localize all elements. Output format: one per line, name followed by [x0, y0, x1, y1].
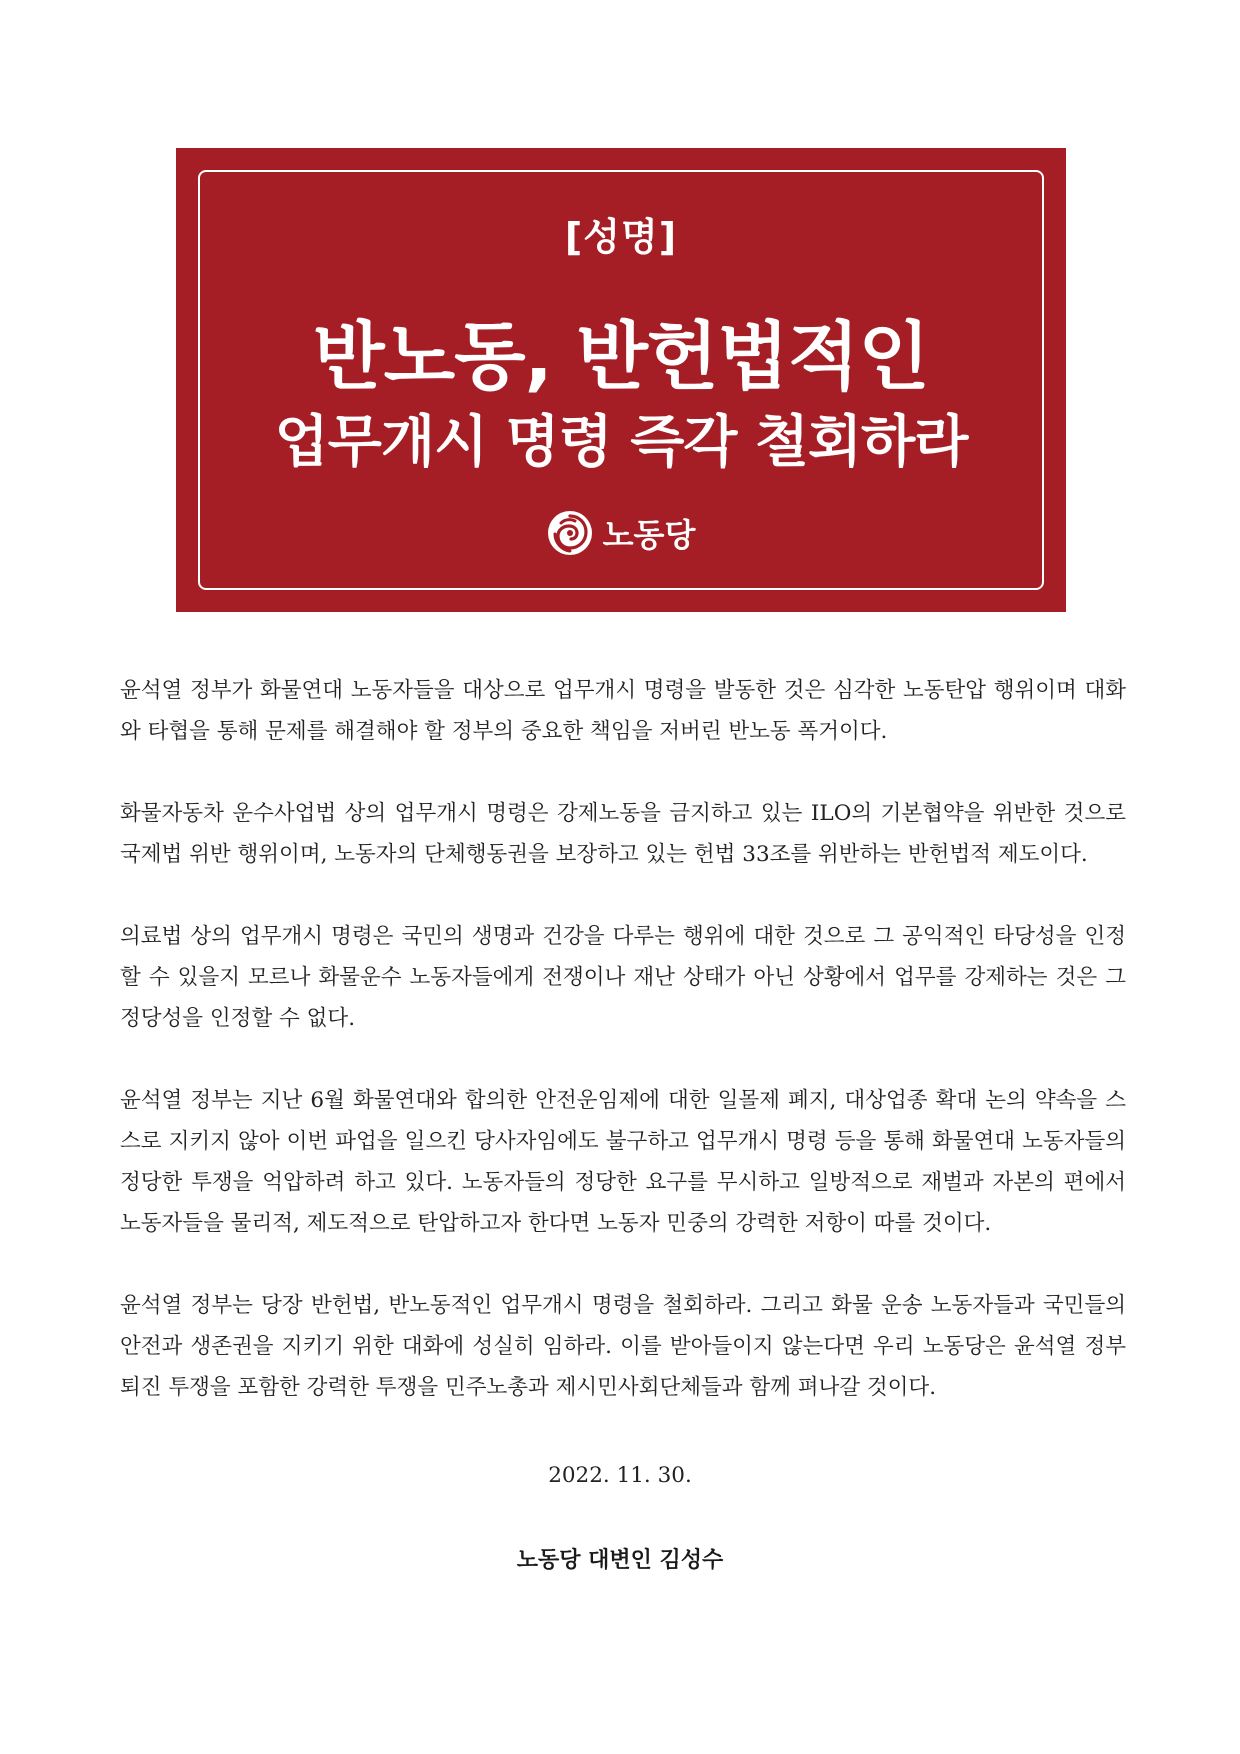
statement-signature: 노동당 대변인 김성수 — [516, 1547, 724, 1573]
body-paragraph-3: 의료법 상의 업무개시 명령은 국민의 생명과 건강을 다루는 행위에 대한 것으로 그 공익적인 타당성을 인정할 수 있을지 모르나 화물운수 노동자들에게 전쟁이나 재난 상태가 아닌 상황에서 업무를 강제하는 것은 그 정당성을 인정할 수 없다. — [120, 924, 1126, 1031]
statement-body — [120, 670, 1126, 1449]
body-paragraph-4: 윤석열 정부는 지난 6월 화물연대와 합의한 안전운임제에 대한 일몰제 폐지, 대상업종 확대 논의 약속을 스스로 지키지 않아 이번 파업을 일으킨 당사자임에도 불구하고 업무개시 명령 등을 통해 화물연대 노동자들의 정당한 투쟁을 억압하려 하고 있다. 노동자들의 정당한 요구를 무시하고 일방적으로 재벌과 자본의 편에서 노동자들을 물리적, 제도적으로 탄압하고자 한다면 노동자 민중의 강력한 저항이 따를 것이다. — [120, 1088, 1126, 1236]
party-name: 노동당 — [602, 516, 696, 554]
statement-banner — [176, 148, 1066, 612]
body-paragraph-1: 윤석열 정부가 화물연대 노동자들을 대상으로 업무개시 명령을 발동한 것은 심각한 노동탄압 행위이며 대화와 타협을 통해 문제를 해결해야 할 정부의 중요한 책임을 저버린 반노동 폭거이다. — [120, 678, 1126, 744]
headline-line-1: 반노동, 반헌법적인 — [313, 314, 929, 400]
rose-icon — [547, 510, 593, 556]
body-paragraph-5: 윤석열 정부는 당장 반헌법, 반노동적인 업무개시 명령을 철회하라. 그리고 화물 운송 노동자들과 국민들의 안전과 생존권을 지키기 위한 대화에 성실히 임하라. 이를 받아들이지 않는다면 우리 노동당은 윤석열 정부 퇴진 투쟁을 포함한 강력한 투쟁을 민주노총과 제시민사회단체들과 함께 펴나갈 것이다. — [120, 1293, 1126, 1400]
statement-date: 2022. 11. 30. — [548, 1463, 692, 1488]
statement-label: [성명] — [564, 215, 678, 259]
headline-line-2: 업무개시 명령 즉각 철회하라 — [274, 410, 968, 475]
party-logo — [176, 510, 1066, 556]
body-paragraph-2: 화물자동차 운수사업법 상의 업무개시 명령은 강제노동을 금지하고 있는 ILO의 기본협약을 위반한 것으로 국제법 위반 행위이며, 노동자의 단체행동권을 보장하고 있는 헌법 33조를 위반하는 반헌법적 제도이다. — [120, 801, 1126, 867]
